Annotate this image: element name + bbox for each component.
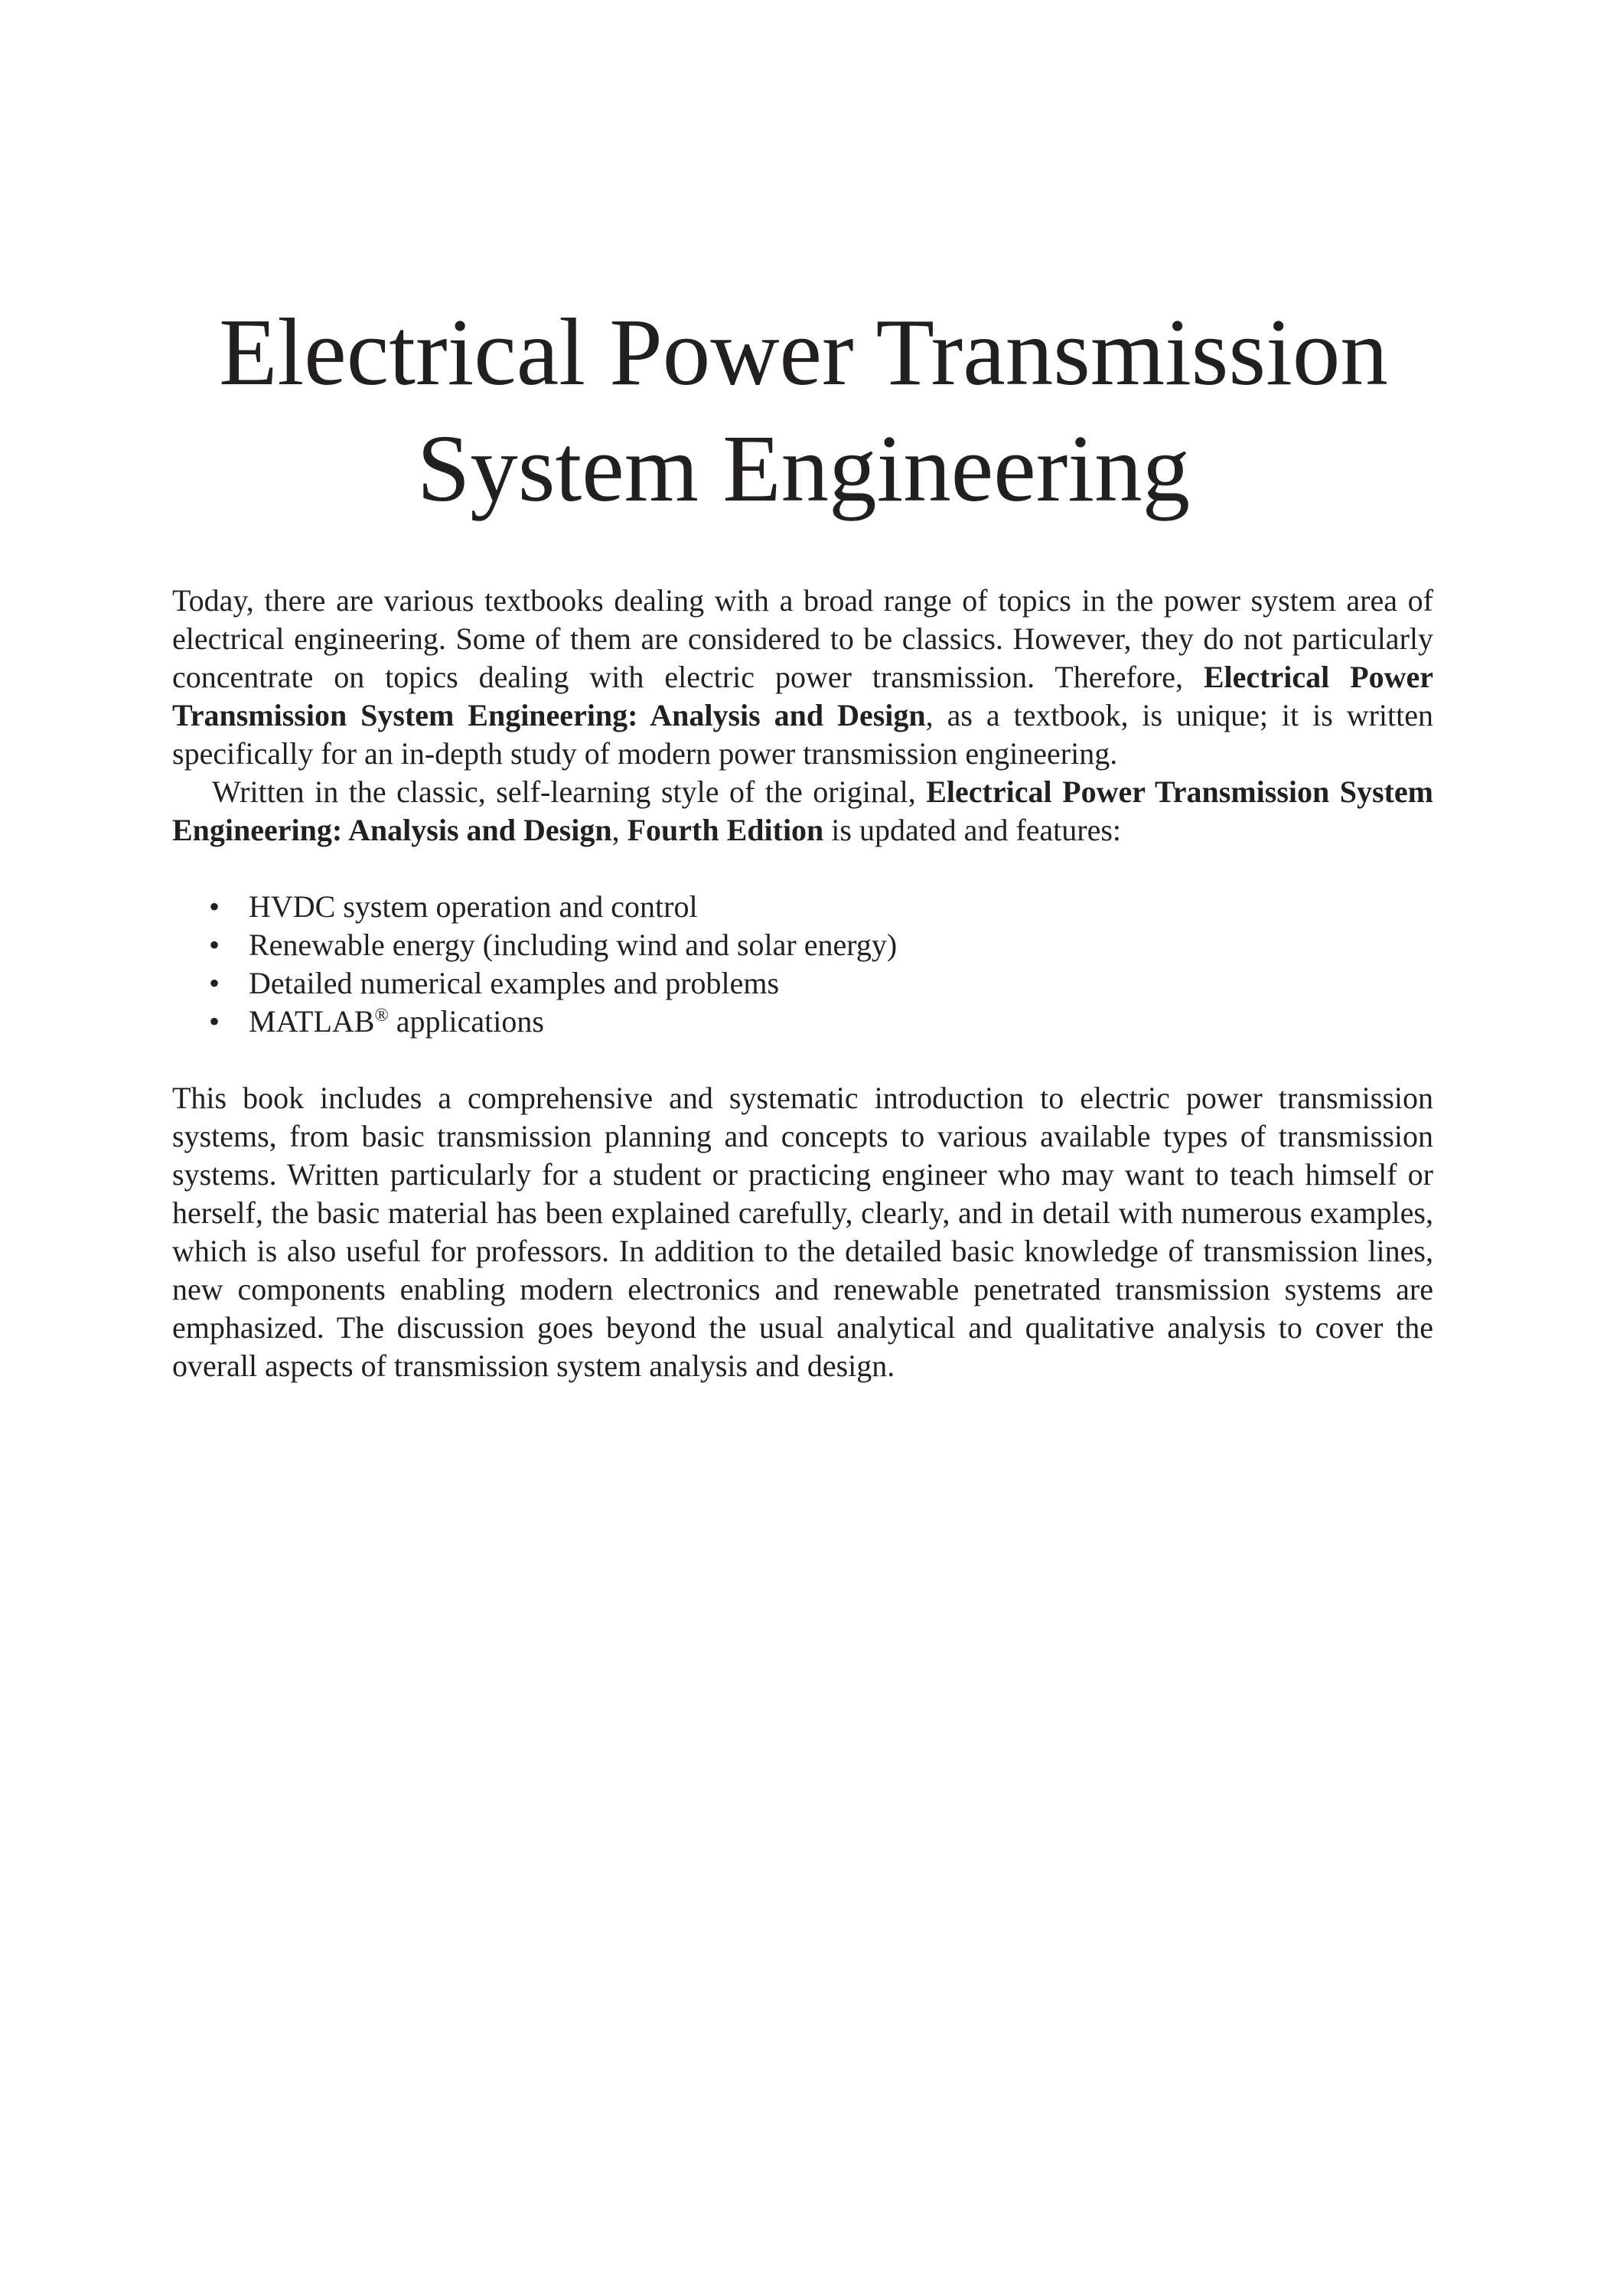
page-title: [115, 295, 1492, 527]
edition-text-2: ,: [611, 813, 627, 847]
features-list: [172, 888, 1433, 1041]
list-item: [172, 1003, 1433, 1041]
list-item: [172, 888, 1433, 926]
list-item-text: MATLAB: [249, 1004, 375, 1039]
title-line-2: System Engineering: [416, 416, 1191, 522]
list-item: [172, 964, 1433, 1003]
edition-paragraph: [172, 773, 1433, 850]
intro-text-2: , as a textbook, is unique; it is written specifically for an in-depth study of modern power transmission engineering.: [172, 698, 1434, 771]
intro-paragraph: [172, 582, 1433, 773]
intro-book-title: Electrical Power Transmission System Engineering: Analysis and Design: [172, 660, 1433, 732]
list-item-text: HVDC system operation and control: [249, 889, 698, 924]
summary-paragraph: This book includes a comprehensive and systematic introduction to electric power transmission systems, from basic transmission planning and concepts to various available types of transmission systems. Written particularly for a student or practicing engineer who may want to teach himself or herself, the basic material has been explained carefully, clearly, and in detail with numerous examples, which is also useful for professors. In addition to the detailed basic knowledge of transmission lines, new components enabling modern electronics and renewable penetrated transmission systems are emphasized. The discussion goes beyond the usual analytical and qualitative analysis to cover the overall aspects of transmission system analysis and design.: [172, 1081, 1433, 1383]
intro-text-1: Today, there are various textbooks dealing with a broad range of topics in the power system area of electrical engineering. Some of them are considered to be classics. However, they do not particularly concentrate on topics dealing with electric power transmission. Therefore,: [172, 583, 1433, 694]
edition-text-3: is updated and features:: [823, 813, 1122, 847]
list-item-text-after: applications: [388, 1004, 544, 1039]
bullet-icon: •: [209, 1004, 220, 1039]
title-line-1: Electrical Power Transmission: [219, 300, 1388, 406]
book-description: [172, 582, 1433, 1385]
list-item-text: Detailed numerical examples and problems: [249, 966, 780, 1000]
edition-text-1: Written in the classic, self-learning style of the original,: [212, 775, 927, 809]
list-item: [172, 926, 1433, 964]
edition-book-title: Electrical Power Transmission System Engineering: Analysis and Design: [172, 775, 1433, 847]
bullet-icon: •: [209, 928, 220, 962]
registered-mark: ®: [374, 1006, 389, 1026]
bullet-icon: •: [209, 889, 220, 924]
list-item-text: Renewable energy (including wind and solar energy): [249, 928, 898, 962]
edition-label: Fourth Edition: [627, 813, 824, 847]
bullet-icon: •: [209, 966, 220, 1000]
